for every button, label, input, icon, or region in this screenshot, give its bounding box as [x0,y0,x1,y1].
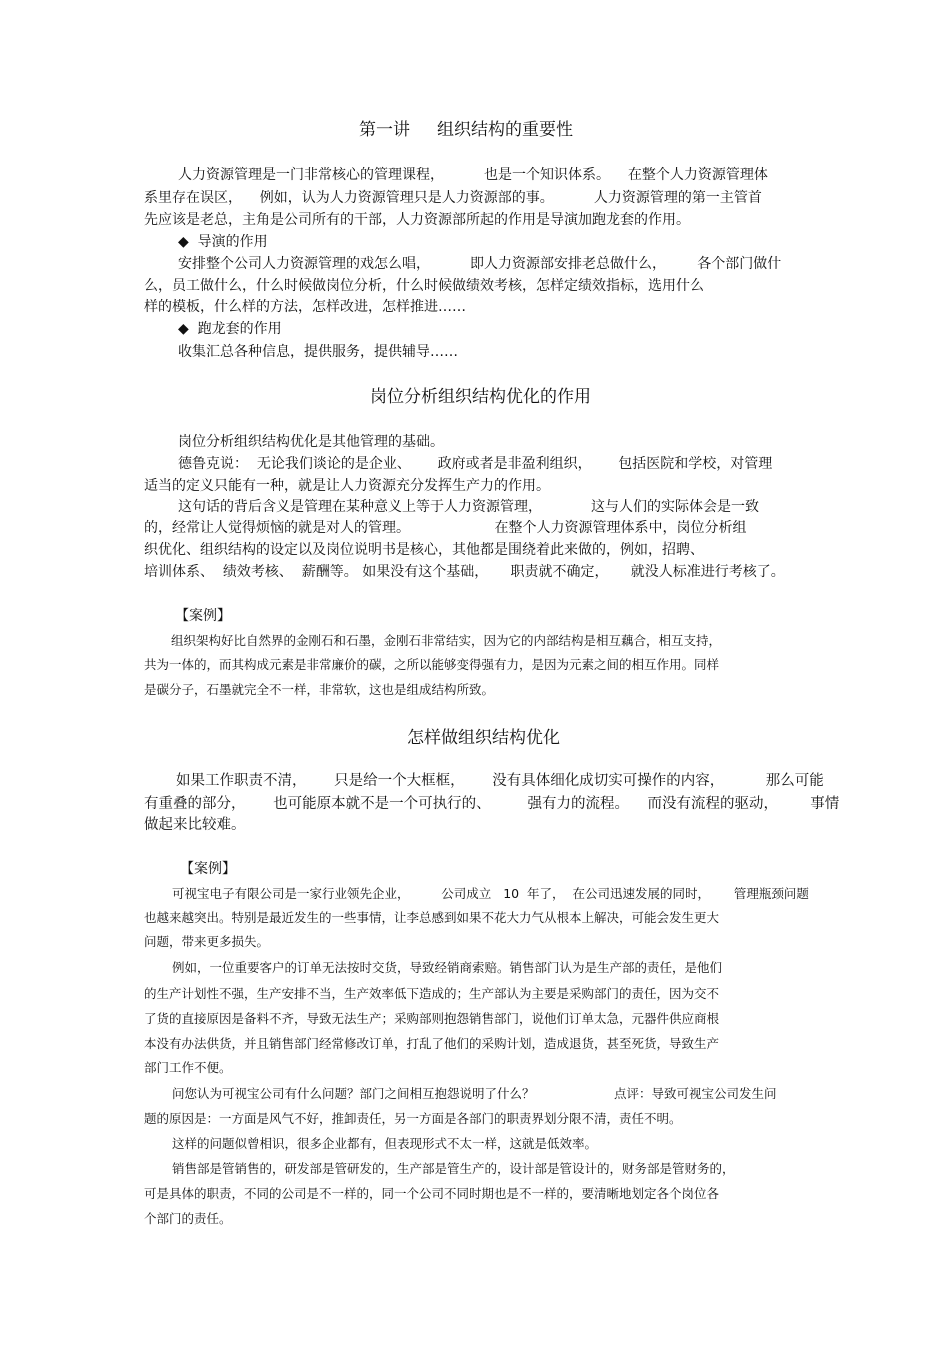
case-line: 本没有办法供货，并且销售部门经常修改订单，打乱了他们的采购计划，造成退货，甚至死货，导致生产 [144,1036,720,1051]
paragraph-line: 这句话的背后含义是管理在某种意义上等于人力资源管理， 这与人们的实际体会是一致 [178,499,759,515]
case-line: 这样的问题似曾相识，很多企业都有，但表现形式不太一样，这就是低效率。 [172,1136,598,1151]
section-title: 岗位分析组织结构优化的作用 [370,387,591,407]
case-line: 可视宝电子有限公司是一家行业领先企业， 公司成立 10 年了， 在公司迅速发展的同时， 管理瓶颈问题 [172,886,809,901]
page-title: 第一讲 组织结构的重要性 [359,120,574,140]
paragraph-line: 先应该是老总，主角是公司所有的干部，人力资源部所起的作用是导演加跑龙套的作用。 [144,212,690,228]
case-line: 组织架构好比自然界的金刚石和石墨，金刚石非常结实，因为它的内部结构是相互藕合，相互支持， [171,633,722,648]
case-line: 例如，一位重要客户的订单无法按时交货，导致经销商索赔。销售部门认为是生产部的责任，是他们 [172,960,723,975]
paragraph-line: 么，员工做什么，什么时候做岗位分析，什么时候做绩效考核，怎样定绩效指标，选用什么 [144,278,704,294]
bullet-heading-support: ◆ 跑龙套的作用 [178,321,282,337]
paragraph-line: 有重叠的部分， 也可能原本就不是一个可执行的、 强有力的流程。 而没有流程的驱动， 事情 [144,796,840,812]
case-label: 【案例】 [175,608,231,624]
case-line: 的生产计划性不强，生产安排不当，生产效率低下造成的；生产部认为主要是采购部门的责任，因为交不 [144,986,720,1001]
paragraph-line: 德鲁克说： 无论我们谈论的是企业、 政府或者是非盈利组织， 包括医院和学校，对管理 [178,456,773,472]
case-line: 问您认为可视宝公司有什么问题？部门之间相互抱怨说明了什么？ 点评：导致可视宝公司发生问 [172,1086,777,1101]
paragraph-line: 样的模板，什么样的方法，怎样改进，怎样推进…… [144,299,466,315]
section-title: 怎样做组织结构优化 [407,728,560,748]
paragraph-line: 安排整个公司人力资源管理的戏怎么唱， 即人力资源部安排老总做什么， 各个部门做什 [178,256,782,272]
case-line: 题的原因是：一方面是风气不好，推卸责任，另一方面是各部门的职责界划分限不清，责任不明。 [144,1111,682,1126]
bullet-heading-director: ◆ 导演的作用 [178,234,268,250]
case-line: 共为一体的，而其构成元素是非常廉价的碳，之所以能够变得强有力，是因为元素之间的相互作用。同样 [144,657,720,672]
paragraph-line: 如果工作职责不清， 只是给一个大框框， 没有具体细化成切实可操作的内容， 那么可能 [176,773,824,789]
paragraph-line: 收集汇总各种信息，提供服务，提供辅导…… [178,344,458,360]
case-line: 是碳分子，石墨就完全不一样，非常软，这也是组成结构所致。 [144,682,495,697]
paragraph-line: 系里存在误区， 例如，认为人力资源管理只是人力资源部的事。 人力资源管理的第一主管首 [144,190,762,206]
paragraph-line: 织优化、组织结构的设定以及岗位说明书是核心，其他都是围绕着此来做的，例如，招聘、 [144,542,704,558]
case-line: 部门工作不便。 [144,1060,232,1075]
paragraph-line: 培训体系、 绩效考核、 薪酬等。 如果没有这个基础， 职责就不确定， 就没人标准进行考核了。 [144,564,785,580]
paragraph-line: 的，经常让人觉得烦恼的就是对人的管理。 在整个人力资源管理体系中，岗位分析组 [144,520,747,536]
case-line: 也越来越突出。特别是最近发生的一些事情，让李总感到如果不花大力气从根本上解决，可能会发生更大 [144,910,720,925]
paragraph-line: 人力资源管理是一门非常核心的管理课程， 也是一个知识体系。 在整个人力资源管理体 [178,167,768,183]
case-line: 问题，带来更多损失。 [144,934,270,949]
paragraph-line: 适当的定义只能有一种，就是让人力资源充分发挥生产力的作用。 [144,478,550,494]
case-line: 销售部是管销售的，研发部是管研发的，生产部是管生产的，设计部是管设计的，财务部是管财务的， [172,1161,735,1176]
case-line: 可是具体的职责，不同的公司是不一样的，同一个公司不同时期也是不一样的，要清晰地划定各个岗位各 [144,1186,720,1201]
paragraph-line: 岗位分析组织结构优化是其他管理的基础。 [178,434,444,450]
case-line: 了货的直接原因是备料不齐，导致无法生产；采购部则抱怨销售部门，说他们订单太急，元器件供应商根 [144,1011,720,1026]
paragraph-line: 做起来比较难。 [144,817,246,833]
case-line: 个部门的责任。 [144,1211,232,1226]
case-label: 【案例】 [180,861,236,877]
